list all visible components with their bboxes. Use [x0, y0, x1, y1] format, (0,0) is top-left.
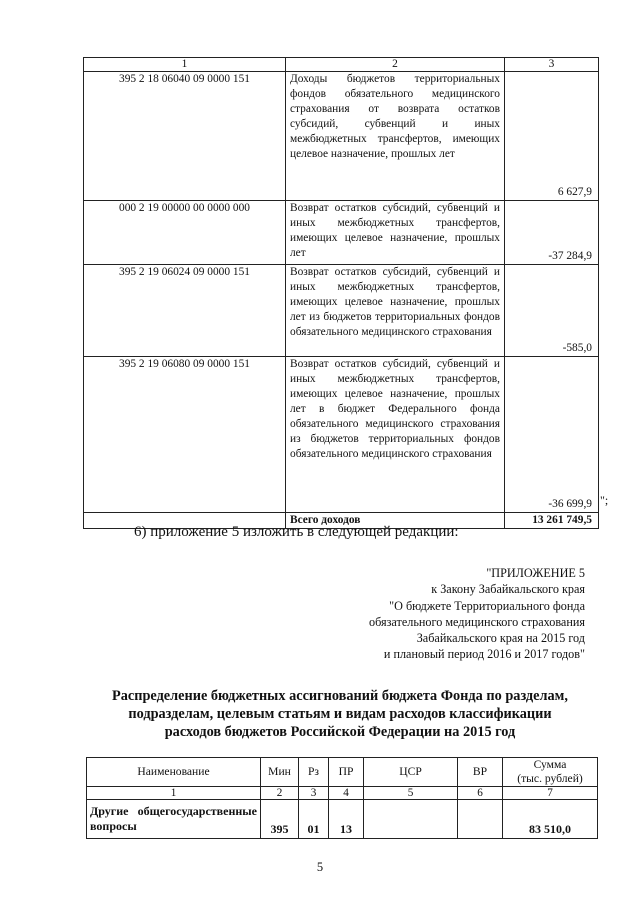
total-label: Всего доходов — [286, 513, 505, 529]
total-amount: 13 261 749,5 — [505, 513, 599, 529]
row-pr: 13 — [329, 800, 364, 839]
appendix-caption — [285, 565, 585, 663]
header-cell: 3 — [505, 58, 599, 72]
budget-code: 000 2 19 00000 00 0000 000 — [84, 201, 286, 265]
header-pr: ПР — [329, 758, 364, 787]
column-number: 6 — [458, 787, 503, 800]
heading-line: Распределение бюджетных ассигнований бюджета Фонда по разделам, — [112, 688, 568, 704]
budget-code: 395 2 19 06024 09 0000 151 — [84, 265, 286, 357]
budget-code: 395 2 18 06040 09 0000 151 — [84, 72, 286, 201]
row-name: Другие общегосударственные вопросы — [87, 800, 261, 839]
point-6-text: 6) приложение 5 изложить в следующей редакции: — [134, 524, 459, 540]
appendix-line: обязательного медицинского страхования — [369, 614, 585, 629]
budget-code: 395 2 19 06080 09 0000 151 — [84, 357, 286, 513]
distribution-heading — [80, 687, 600, 741]
income-description: Возврат остатков субсидий, субвенций и иных межбюджетных трансфертов, имеющих целевое назначение, прошлых лет в бюджет Федерального фонда обязательного медицинского страхования из бюджетов территориальных фондов обязательного медицинского страхования — [286, 357, 505, 513]
appendix-line: к Закону Забайкальского края — [431, 582, 585, 597]
header-min: Мин — [261, 758, 299, 787]
appendix-line: Забайкальского края на 2015 год — [416, 631, 585, 646]
row-rz: 01 — [299, 800, 329, 839]
row-vr — [458, 800, 503, 839]
income-description: Возврат остатков субсидий, субвенций и иных межбюджетных трансфертов, имеющих целевое назначение, прошлых лет — [286, 201, 505, 265]
column-number: 1 — [87, 787, 261, 800]
heading-line: расходов бюджетов Российской Федерации на 2015 год — [164, 724, 516, 740]
header-sum-line: Сумма — [533, 758, 567, 771]
header-cell: 2 — [286, 58, 505, 72]
row-min: 395 — [261, 800, 299, 839]
income-table — [83, 57, 599, 529]
income-description: Возврат остатков субсидий, субвенций и иных межбюджетных трансфертов, имеющих целевое назначение, прошлых лет из бюджетов территориальных фондов обязательного медицинского страхования — [286, 265, 505, 357]
income-table-header-row — [84, 58, 599, 72]
header-vr: ВР — [458, 758, 503, 787]
table-row — [84, 357, 599, 513]
appendix-line: и плановый период 2016 и 2017 годов" — [383, 647, 585, 662]
header-cell: 1 — [84, 58, 286, 72]
header-csr: ЦСР — [364, 758, 458, 787]
table-row — [84, 72, 599, 201]
column-number: 7 — [503, 787, 598, 800]
header-sum — [503, 758, 598, 787]
income-description: Доходы бюджетов территориальных фондов обязательного медицинского страхования от возврата остатков субсидий, субвенций и иных межбюджетных трансфертов, имеющих целевое назначение, прошлых лет — [286, 72, 505, 201]
table-row — [87, 800, 598, 839]
income-amount: 6 627,9 — [505, 72, 599, 201]
header-sum-line: (тыс. рублей) — [517, 772, 583, 785]
heading-line: подразделам, целевым статьям и видам расходов классификации — [128, 706, 552, 722]
table-row — [84, 201, 599, 265]
page-number: 5 — [316, 860, 324, 874]
income-amount: -36 699,9 — [505, 357, 599, 513]
row-sum: 83 510,0 — [503, 800, 598, 839]
table-row — [84, 265, 599, 357]
income-amount: -585,0 — [505, 265, 599, 357]
column-number: 5 — [364, 787, 458, 800]
closing-quote-mark: "; — [600, 493, 609, 507]
row-csr — [364, 800, 458, 839]
column-number: 2 — [261, 787, 299, 800]
header-rz: Рз — [299, 758, 329, 787]
header-name: Наименование — [87, 758, 261, 787]
column-number: 3 — [299, 787, 329, 800]
column-number: 4 — [329, 787, 364, 800]
income-amount: -37 284,9 — [505, 201, 599, 265]
allocation-table — [86, 757, 598, 839]
allocation-header-row — [87, 758, 598, 787]
appendix-line: "ПРИЛОЖЕНИЕ 5 — [486, 566, 585, 580]
appendix-line: "О бюджете Территориального фонда — [389, 598, 585, 613]
column-number-row — [87, 787, 598, 800]
